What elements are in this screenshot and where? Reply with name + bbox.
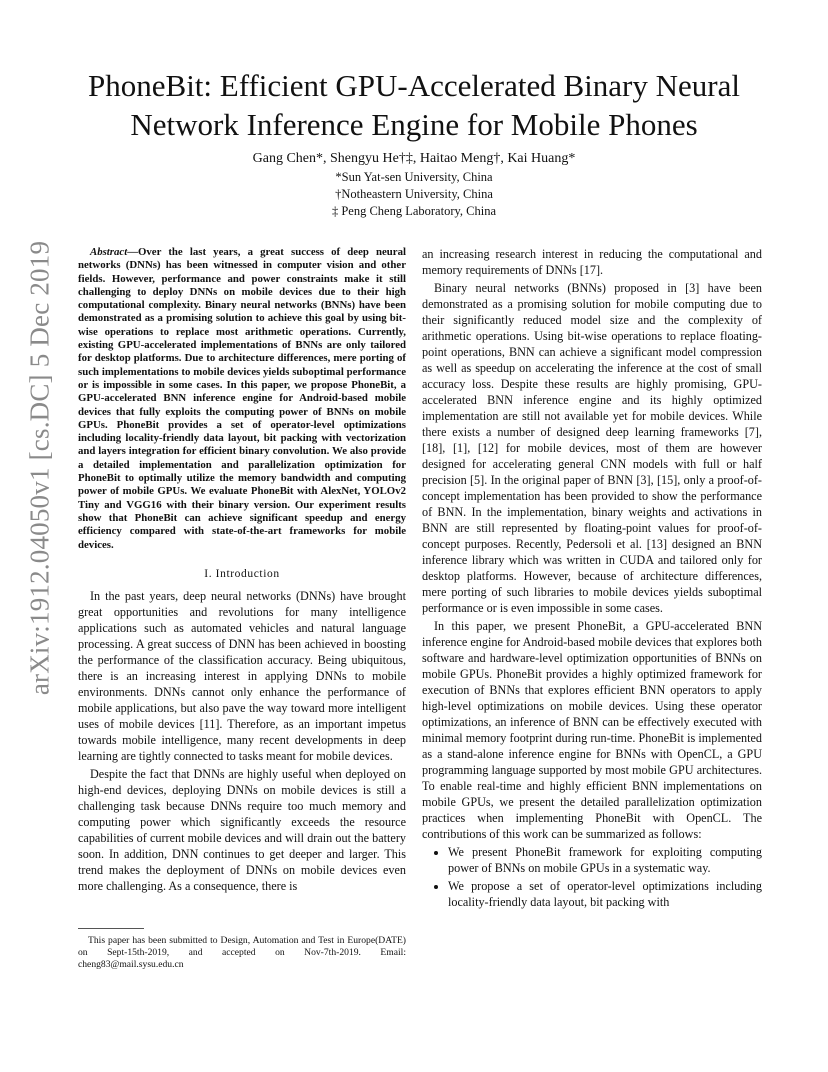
- left-column: [78, 246, 406, 896]
- abstract: [78, 246, 406, 552]
- affiliation-3: ‡ Peng Cheng Laboratory, China: [331, 204, 497, 218]
- footnote-divider: [78, 928, 144, 929]
- right-paragraph-3: In this paper, we present PhoneBit, a GPU-accelerated BNN inference engine for Android-based mobile devices that explores both software and hardware-level optimization opportunities of BNNs on mobile GPUs. PhoneBit provides a highly optimized framework for execution of BNNs that explores efficient BNN operators to apply high-level optimizations on mobile devices. Using these operator optimizations, an inference of BNN can be effectively executed with minimal memory footprint during run-time. PhoneBit is implemented as a stand-alone inference engine for BNNs with OpenCL, a GPU programming language supported by most mobile GPU architectures. To enable real-time and highly efficient BNN implementations on mobile GPUs, we present the detailed parallelization optimization practices when implementing PhoneBit with OpenCL. The contributions of this work can be summarized as follows:: [422, 619, 762, 841]
- arxiv-side-stamp: [18, 240, 62, 696]
- intro-paragraph-1: In the past years, deep neural networks (DNNs) have brought great opportunities and revolutions for many intelligence applications such as automated vehicles and natural language processing. A great success of DNN has been achieved in boosting the performance of the classification accuracy. Being ubiquitous, there is an increasing interest in applying DNNs to mobile environments. DNNs cannot only enhance the performance of mobile applications, but also pave the way toward more intelligent uses of mobile devices [11]. Therefore, as an important impetus towards mobile intelligence, many recent developments in deep learning are tightly connected to tasks meant for mobile devices.: [78, 588, 406, 763]
- affiliation-2: †Notheastern University, China: [335, 187, 493, 201]
- right-paragraph-1: an increasing research interest in reducing the computational and memory requirements of DNNs [17].: [422, 247, 762, 277]
- right-column: [422, 246, 762, 912]
- paper-title: PhoneBit: Efficient GPU-Accelerated Binary Neural Network Inference Engine for Mobile Phones: [88, 68, 740, 142]
- abstract-label: Abstract: [90, 246, 128, 258]
- arxiv-stamp-text: arXiv:1912.04050v1 [cs.DC] 5 Dec 2019: [24, 240, 55, 696]
- affiliation-1: *Sun Yat-sen University, China: [335, 170, 493, 184]
- intro-paragraph-2: Despite the fact that DNNs are highly useful when deployed on high-end devices, deploying DNNs on mobile devices is still a challenging task because DNNs require too much memory and computing power which significantly exceeds the resource capabilities of current mobile devices and will drain out the battery soon. In addition, DNN continues to get deeper and larger. This trend makes the deployment of DNNs on mobile devices even more challenging. As a consequence, there is: [78, 766, 406, 893]
- contribution-item: • We present PhoneBit framework for exploiting computing power of BNNs on mobile GPUs in a systematic way.: [448, 844, 762, 876]
- right-paragraph-2: Binary neural networks (BNNs) proposed in [3] have been demonstrated as a promising solution for mobile computing due to their significantly reduced model size and the complexity of arithmetic operations. Using bit-wise operations to replace floating-point operations, BNN can achieve a significant model compression as well as speedup on accelerating the inference at the cost of small accuracy loss. Despite these results are highly promising, GPU-accelerated BNN inference engine and its highly optimized implementation are still not available yet for mobile devices. While there exists a number of designed deep learning frameworks [7], [18], [1], [12] for mobile devices, most of them are however designed for accelerating general CNN models with full or half precision [5]. In the original paper of BNN [3], [15], only a proof-of-concept implementation has been provided to show the performance of BNN. In the implementation, binary weights and activations in BNN are still represented by floating-point values for proof-of-concept purposes. Recently, Pedersoli et al. [13] designed an BNN inference library which was written in CUDA and tailored only for desktop platforms. However, because of architecture differences, mere porting of such libraries to mobile devices yields suboptimal performance or is even impossible in some cases.: [422, 281, 762, 615]
- contribution-item: • We propose a set of operator-level optimizations including locality-friendly data layout, bit packing with: [448, 878, 762, 910]
- section-heading-introduction: I. Introduction: [204, 567, 280, 580]
- author-list: Gang Chen*, Shengyu He†‡, Haitao Meng†, Kai Huang*: [252, 151, 576, 166]
- contributions-list: [422, 844, 762, 910]
- footnote: This paper has been submitted to Design, Automation and Test in Europe(DATE) on Sept-15th-2019, and accepted on Nov-7th-2019. Email: cheng83@mail.sysu.edu.cn: [78, 935, 406, 970]
- abstract-text: —Over the last years, a great success of deep neural networks (DNNs) has been witnessed in computer vision and other fields. However, performance and power constraints make it still challenging to deploy DNNs on mobile devices due to their high computational complexity. Binary neural networks (BNNs) have been demonstrated as a promising solution to achieve this goal by using bit-wise operations to replace most arithmetic operations. Currently, existing GPU-accelerated implementations of BNNs are only tailored for desktop platforms. Due to architecture differences, mere porting of such implementations to mobile devices yields suboptimal performance or is impossible in some cases. In this paper, we propose PhoneBit, a GPU-accelerated BNN inference engine for Android-based mobile devices that fully exploits the computing power of BNNs on mobile GPUs. PhoneBit provides a set of operator-level optimizations including locality-friendly data layout, bit packing with vectorization and layers integration for efficient binary convolution. We also provide a detailed implementation and parallelization optimization for PhoneBit to optimally utilize the memory bandwidth and computing power of mobile GPUs. We evaluate PhoneBit with AlexNet, YOLOv2 Tiny and VGG16 with their binary version. Our experiment results show that PhoneBit can achieve significant speedup and energy efficiency compared with state-of-the-art frameworks for mobile devices.: [78, 246, 406, 551]
